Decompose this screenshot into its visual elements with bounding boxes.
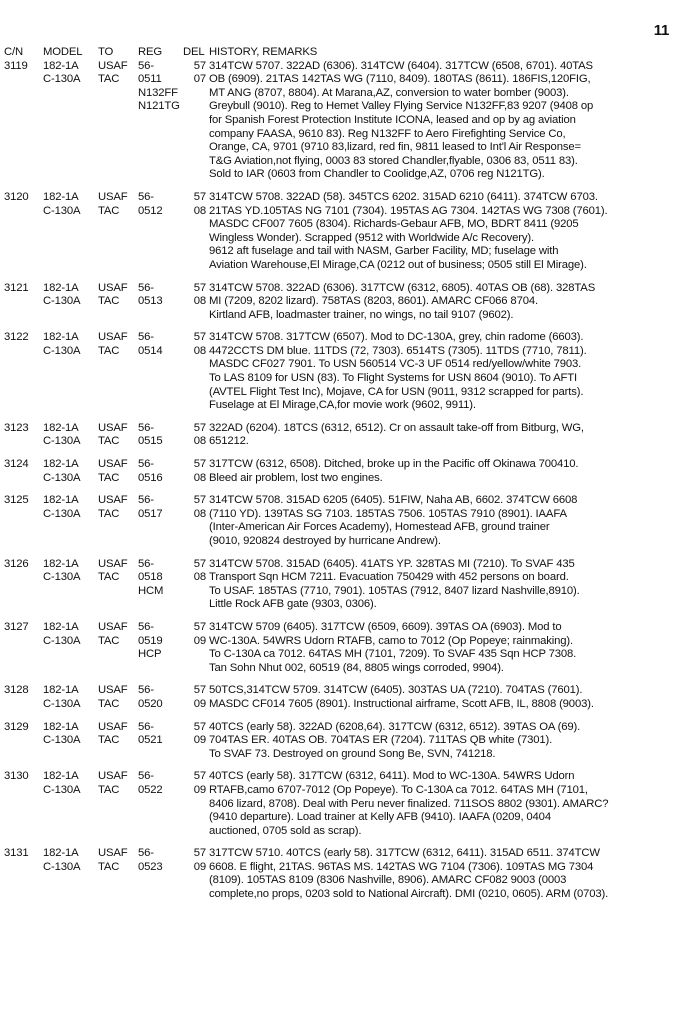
operator-cell	[98, 331, 138, 422]
model-cell-line: C-130A	[43, 435, 81, 448]
column-header-reg: REG	[138, 46, 163, 58]
registration-cell-line: 0515	[138, 435, 163, 448]
history-remarks-cell-line: 8406 lizard, 8708). Deal with Peru never finalized. 711SOS 8802 (9301). AMARC?	[209, 797, 609, 810]
table-row	[4, 770, 694, 847]
history-remarks-cell-line: To USAF. 185TAS (7710, 7901). 105TAS (7912, 8407 lizard Nashville,8910).	[209, 584, 580, 597]
history-remarks-cell-line: Orange, CA, 9701 (9710 83,lizard, red fin, 9811 leased to Int'l Air Response=	[209, 141, 581, 154]
model-cell	[43, 191, 98, 282]
delivery-date-cell	[183, 621, 209, 684]
operator-cell	[98, 458, 138, 494]
serial-number-cell-line: 3128	[4, 684, 29, 697]
operator-cell-line: TAC	[98, 860, 120, 873]
registration-cell-line: 0521	[138, 734, 163, 747]
column-header-model: MODEL	[43, 46, 83, 58]
serial-number-cell	[4, 721, 43, 771]
operator-cell-line: TAC	[98, 507, 120, 520]
operator-cell-line: USAF	[98, 557, 128, 570]
model-cell-line: 182-1A	[43, 281, 79, 294]
operator-cell-line: USAF	[98, 190, 128, 203]
serial-number-cell	[4, 770, 43, 847]
history-remarks-cell	[209, 721, 694, 771]
history-remarks-cell-line: 4472CCTS DM blue. 11TDS (72, 7303). 6514TS (7305). 11TDS (7710, 7811).	[209, 344, 587, 357]
table-row	[4, 191, 694, 282]
model-cell-line: C-130A	[43, 295, 81, 308]
table-row	[4, 721, 694, 771]
model-cell	[43, 684, 98, 720]
operator-cell	[98, 422, 138, 458]
history-remarks-cell-line: (9410 departure). Load trainer at Kelly AFB (9410). IAAFA (0209, 0404	[209, 811, 551, 824]
delivery-date-cell	[183, 684, 209, 720]
delivery-date-cell	[183, 770, 209, 847]
model-cell-line: 182-1A	[43, 190, 79, 203]
table-row	[4, 684, 694, 720]
registration-cell-line: N132FF	[138, 86, 178, 99]
history-remarks-cell-line: 314TCW 5708. 315AD 6205 (6405). 51FIW, Naha AB, 6602. 374TCW 6608	[209, 494, 578, 507]
operator-cell-line: USAF	[98, 458, 128, 471]
registration-cell-line: 0518	[138, 571, 163, 584]
serial-number-cell-line: 3127	[4, 620, 29, 633]
model-cell	[43, 770, 98, 847]
serial-number-cell	[4, 331, 43, 422]
serial-number-cell-line: 3131	[4, 847, 29, 860]
delivery-date-cell-line: 08	[193, 571, 206, 584]
model-cell-line: 182-1A	[43, 684, 79, 697]
serial-number-cell	[4, 458, 43, 494]
history-remarks-cell-line: To SVAF 73. Destroyed on ground Song Be, SVN, 741218.	[209, 747, 496, 760]
model-cell	[43, 458, 98, 494]
operator-cell	[98, 621, 138, 684]
model-cell-line: C-130A	[43, 571, 81, 584]
operator-cell-line: TAC	[98, 435, 120, 448]
operator-cell-line: TAC	[98, 295, 120, 308]
delivery-date-cell-line: 57	[193, 281, 206, 294]
delivery-date-cell-line: 07	[193, 73, 206, 86]
operator-cell-line: TAC	[98, 204, 120, 217]
serial-number-cell-line: 3121	[4, 281, 29, 294]
column-header-history: HISTORY, REMARKS	[209, 46, 318, 58]
history-remarks-cell-line: complete,no props, 0203 sold to National Aircraft). DMI (0210, 0605). ARM (0703).	[209, 888, 609, 901]
registration-cell-line: 56-	[138, 421, 154, 434]
registration-cell	[138, 191, 183, 282]
model-cell-line: C-130A	[43, 344, 81, 357]
model-cell-line: 182-1A	[43, 847, 79, 860]
registration-cell-line: 56-	[138, 59, 154, 72]
registration-cell-line: 56-	[138, 720, 154, 733]
registration-cell-line: 56-	[138, 190, 154, 203]
history-remarks-cell-line: OB (6909). 21TAS 142TAS WG (7110, 8409). 180TAS (8611). 186FIS,120FIG,	[209, 73, 591, 86]
delivery-date-cell	[183, 558, 209, 621]
delivery-date-cell	[183, 458, 209, 494]
history-remarks-cell-line: (AVTEL Flight Test Inc), Mojave, CA for USN (9011, 9312 scrapped for parts).	[209, 385, 584, 398]
serial-number-cell	[4, 494, 43, 557]
operator-cell-line: TAC	[98, 73, 120, 86]
history-remarks-cell-line: 704TAS ER. 40TAS OB. 704TAS ER (7204). 711TAS QB white (7301).	[209, 734, 553, 747]
delivery-date-cell-line: 57	[193, 720, 206, 733]
history-remarks-cell-line: 322AD (6204). 18TCS (6312, 6512). Cr on assault take-off from Bitburg, WG,	[209, 421, 584, 434]
history-remarks-cell-line: (8109). 105TAS 8109 (8306 Nashville, 8906). AMARC CF082 9003 (0003	[209, 874, 567, 887]
delivery-date-cell-line: 57	[193, 190, 206, 203]
operator-cell	[98, 721, 138, 771]
history-remarks-cell-line: Little Rock AFB gate (9303, 0306).	[209, 598, 377, 611]
delivery-date-cell-line: 57	[193, 620, 206, 633]
model-cell-line: 182-1A	[43, 720, 79, 733]
table-row	[4, 422, 694, 458]
serial-number-cell-line: 3123	[4, 421, 29, 434]
registration-cell	[138, 558, 183, 621]
registration-cell-line: 0513	[138, 295, 163, 308]
registration-cell-line: 56-	[138, 281, 154, 294]
delivery-date-cell-line: 08	[193, 295, 206, 308]
serial-number-cell	[4, 191, 43, 282]
history-remarks-cell-line: Kirtland AFB, loadmaster trainer, no wings, no tail 9107 (9602).	[209, 308, 514, 321]
delivery-date-cell-line: 57	[193, 684, 206, 697]
history-remarks-cell	[209, 458, 694, 494]
operator-cell	[98, 770, 138, 847]
operator-cell-line: USAF	[98, 59, 128, 72]
model-cell-line: 182-1A	[43, 557, 79, 570]
registration-cell	[138, 331, 183, 422]
operator-cell-line: TAC	[98, 571, 120, 584]
history-remarks-cell	[209, 847, 694, 910]
table-row	[4, 847, 694, 910]
operator-cell-line: TAC	[98, 734, 120, 747]
serial-number-cell-line: 3130	[4, 770, 29, 783]
history-remarks-cell-line: Sold to IAR (0603 from Chandler to Coolidge,AZ, 0706 reg N121TG).	[209, 168, 545, 181]
history-remarks-cell-line: RTAFB,camo 6707-7012 (Op Popeye). To C-130A ca 7012. 64TAS MH (7101,	[209, 783, 588, 796]
table-row	[4, 60, 694, 191]
serial-number-cell-line: 3129	[4, 720, 29, 733]
table-header-row	[4, 46, 694, 60]
serial-number-cell	[4, 621, 43, 684]
registration-cell-line: 56-	[138, 620, 154, 633]
model-cell	[43, 422, 98, 458]
serial-number-cell-line: 3122	[4, 331, 29, 344]
history-remarks-cell-line: MI (7209, 8202 lizard). 758TAS (8203, 8601). AMARC CF066 8704.	[209, 295, 538, 308]
serial-number-cell	[4, 558, 43, 621]
delivery-date-cell	[183, 191, 209, 282]
history-remarks-cell-line: 651212.	[209, 435, 249, 448]
operator-cell-line: USAF	[98, 331, 128, 344]
operator-cell-line: USAF	[98, 720, 128, 733]
aircraft-listing-table	[4, 46, 694, 911]
model-cell-line: 182-1A	[43, 59, 79, 72]
table-row	[4, 621, 694, 684]
history-remarks-cell-line: MASDC CF007 7605 (8304). Richards-Gebaur AFB, MO, BDRT 8411 (9205	[209, 218, 579, 231]
operator-cell-line: TAC	[98, 697, 120, 710]
operator-cell	[98, 60, 138, 191]
history-remarks-cell-line: company FAASA, 9610 83). Reg N132FF to Aero Firefighting Service Co,	[209, 127, 566, 140]
registration-cell-line: 56-	[138, 331, 154, 344]
delivery-date-cell-line: 57	[193, 59, 206, 72]
delivery-date-cell-line: 08	[193, 507, 206, 520]
column-header-del: DEL	[183, 46, 205, 58]
operator-cell-line: USAF	[98, 421, 128, 434]
operator-cell	[98, 494, 138, 557]
model-cell	[43, 847, 98, 910]
model-cell	[43, 60, 98, 191]
operator-cell	[98, 847, 138, 910]
delivery-date-cell-line: 57	[193, 847, 206, 860]
registration-cell-line: 56-	[138, 770, 154, 783]
table-header	[4, 46, 694, 60]
history-remarks-cell	[209, 770, 694, 847]
registration-cell	[138, 770, 183, 847]
serial-number-cell	[4, 422, 43, 458]
serial-number-cell-line: 3119	[4, 59, 28, 72]
history-remarks-cell-line: Fuselage at El Mirage,CA,for movie work (9602, 9911).	[209, 399, 476, 412]
history-remarks-cell-line: MASDC CF014 7605 (8901). Instructional airframe, Scott AFB, IL, 8808 (9003).	[209, 697, 594, 710]
history-remarks-cell-line: T&G Aviation,not flying, 0003 83 stored Chandler,flyable, 0306 83, 0511 83).	[209, 154, 578, 167]
registration-cell-line: N121TG	[138, 100, 180, 113]
model-cell-line: C-130A	[43, 783, 81, 796]
delivery-date-cell-line: 57	[193, 421, 206, 434]
registration-cell	[138, 684, 183, 720]
history-remarks-cell-line: (7110 YD). 139TAS SG 7103. 185TAS 7506. 105TAS 7910 (8901). IAAFA	[209, 507, 567, 520]
operator-cell-line: TAC	[98, 783, 120, 796]
operator-cell	[98, 191, 138, 282]
delivery-date-cell	[183, 331, 209, 422]
history-remarks-cell-line: auctioned, 0705 sold as scrap).	[209, 824, 362, 837]
history-remarks-cell-line: 6608. E flight, 21TAS. 96TAS MS. 142TAS WG 7104 (7306). 109TAS MG 7304	[209, 860, 594, 873]
delivery-date-cell-line: 08	[193, 344, 206, 357]
serial-number-cell	[4, 847, 43, 910]
table-row	[4, 494, 694, 557]
model-cell	[43, 558, 98, 621]
history-remarks-cell-line: To LAS 8109 for USN (83). To Flight Systems for USN 8604 (9010). To AFTI	[209, 372, 578, 385]
history-remarks-cell-line: To C-130A ca 7012. 64TAS MH (7101, 7209). To SVAF 435 Sqn HCP 7308.	[209, 648, 577, 661]
registration-cell-line: 0520	[138, 697, 163, 710]
history-remarks-cell-line: (Inter-American Air Forces Academy), Homestead AFB, ground trainer	[209, 521, 550, 534]
history-remarks-cell	[209, 621, 694, 684]
registration-cell-line: 0517	[138, 507, 163, 520]
model-cell	[43, 494, 98, 557]
registration-cell	[138, 621, 183, 684]
history-remarks-cell-line: (9010, 920824 destroyed by hurricane Andrew).	[209, 535, 441, 547]
history-remarks-cell-line: Greybull (9010). Reg to Hemet Valley Flying Service N132FF,83 9207 (9408 op	[209, 100, 594, 113]
registration-cell	[138, 60, 183, 191]
model-cell	[43, 282, 98, 332]
registration-cell-line: 0511	[138, 73, 162, 86]
history-remarks-cell-line: 40TCS (early 58). 317TCW (6312, 6411). Mod to WC-130A. 54WRS Udorn	[209, 770, 575, 783]
history-remarks-cell-line: Bleed air problem, lost two engines.	[209, 471, 383, 484]
delivery-date-cell-line: 57	[193, 557, 206, 570]
history-remarks-cell-line: 314TCW 5708. 317TCW (6507). Mod to DC-130A, grey, chin radome (6603).	[209, 331, 584, 344]
delivery-date-cell	[183, 494, 209, 557]
model-cell-line: 182-1A	[43, 421, 79, 434]
model-cell-line: 182-1A	[43, 331, 79, 344]
table-row	[4, 558, 694, 621]
registration-cell-line: HCM	[138, 584, 164, 597]
history-remarks-cell-line: 314TCW 5709 (6405). 317TCW (6509, 6609). 39TAS OA (6903). Mod to	[209, 620, 562, 633]
history-remarks-cell-line: Wingless Wonder). Scrapped (9512 with Worldwide A/c Recovery).	[209, 231, 534, 244]
history-remarks-cell	[209, 331, 694, 422]
delivery-date-cell	[183, 847, 209, 910]
model-cell-line: 182-1A	[43, 770, 79, 783]
serial-number-cell-line: 3120	[4, 190, 29, 203]
table-row	[4, 282, 694, 332]
model-cell-line: C-130A	[43, 697, 81, 710]
registration-cell	[138, 458, 183, 494]
registration-cell-line: 0522	[138, 783, 163, 796]
table-body	[4, 60, 694, 911]
delivery-date-cell	[183, 721, 209, 771]
model-cell-line: 182-1A	[43, 494, 79, 507]
operator-cell-line: USAF	[98, 494, 128, 507]
history-remarks-cell	[209, 684, 694, 720]
model-cell-line: 182-1A	[43, 458, 79, 471]
table-row	[4, 458, 694, 494]
delivery-date-cell-line: 57	[193, 494, 206, 507]
model-cell-line: C-130A	[43, 204, 81, 217]
delivery-date-cell-line: 09	[193, 860, 206, 873]
delivery-date-cell	[183, 282, 209, 332]
history-remarks-cell-line: 314TCW 5708. 322AD (58). 345TCS 6202. 315AD 6210 (6411). 374TCW 6703.	[209, 190, 598, 203]
history-remarks-cell-line: MASDC CF027 7901. To USN 560514 VC-3 UF 0514 red/yellow/white 7903.	[209, 358, 582, 371]
model-cell	[43, 621, 98, 684]
history-remarks-cell-line: 50TCS,314TCW 5709. 314TCW (6405). 303TAS UA (7210). 704TAS (7601).	[209, 684, 583, 697]
operator-cell	[98, 558, 138, 621]
model-cell-line: C-130A	[43, 734, 81, 747]
history-remarks-cell-line: 314TCW 5708. 322AD (6306). 317TCW (6312, 6805). 40TAS OB (68). 328TAS	[209, 281, 596, 294]
history-remarks-cell	[209, 282, 694, 332]
serial-number-cell-line: 3126	[4, 557, 29, 570]
operator-cell-line: USAF	[98, 770, 128, 783]
history-remarks-cell	[209, 494, 694, 557]
model-cell-line: 182-1A	[43, 620, 79, 633]
history-remarks-cell-line: for Spanish Forest Protection Institute ICONA, leased and op by ag aviation	[209, 113, 576, 126]
delivery-date-cell-line: 08	[193, 204, 206, 217]
registration-cell	[138, 282, 183, 332]
page-number: 11	[653, 22, 669, 39]
history-remarks-cell	[209, 191, 694, 282]
registration-cell	[138, 847, 183, 910]
serial-number-cell	[4, 282, 43, 332]
history-remarks-cell-line: Transport Sqn HCM 7211. Evacuation 750429 with 452 persons on board.	[209, 571, 569, 584]
operator-cell-line: USAF	[98, 684, 128, 697]
registration-cell-line: 0523	[138, 860, 163, 873]
history-remarks-cell-line: 317TCW 5710. 40TCS (early 58). 317TCW (6312, 6411). 315AD 6511. 374TCW	[209, 847, 600, 860]
delivery-date-cell-line: 57	[193, 331, 206, 344]
column-header-to: TO	[98, 46, 114, 58]
operator-cell-line: USAF	[98, 281, 128, 294]
delivery-date-cell-line: 57	[193, 770, 206, 783]
registration-cell	[138, 721, 183, 771]
registration-cell	[138, 422, 183, 458]
operator-cell	[98, 282, 138, 332]
history-remarks-cell-line: MT ANG (8707, 8804). At Marana,AZ, conversion to water bomber (9003).	[209, 86, 569, 99]
model-cell-line: C-130A	[43, 634, 81, 647]
delivery-date-cell-line: 09	[193, 697, 206, 710]
history-remarks-cell	[209, 558, 694, 621]
history-remarks-cell-line: 40TCS (early 58). 322AD (6208,64). 317TCW (6312, 6512). 39TAS OA (69).	[209, 720, 581, 733]
history-remarks-cell-line: 314TCW 5708. 315AD (6405). 41ATS YP. 328TAS MI (7210). To SVAF 435	[209, 557, 575, 570]
delivery-date-cell-line: 09	[193, 734, 206, 747]
serial-number-cell-line: 3124	[4, 458, 29, 471]
operator-cell-line: USAF	[98, 620, 128, 633]
operator-cell-line: TAC	[98, 634, 120, 647]
delivery-date-cell-line: 08	[193, 471, 206, 484]
serial-number-cell	[4, 684, 43, 720]
history-remarks-cell-line: 314TCW 5707. 322AD (6306). 314TCW (6404). 317TCW (6508, 6701). 40TAS	[209, 59, 593, 72]
history-remarks-cell-line: Tan Sohn Nhut 002, 60519 (84, 8805 wings corroded, 9904).	[209, 661, 504, 674]
registration-cell-line: 56-	[138, 557, 154, 570]
registration-cell-line: 0514	[138, 344, 163, 357]
column-header-cn: C/N	[4, 46, 24, 58]
serial-number-cell	[4, 60, 43, 191]
delivery-date-cell	[183, 60, 209, 191]
operator-cell	[98, 684, 138, 720]
delivery-date-cell-line: 09	[193, 783, 206, 796]
operator-cell-line: USAF	[98, 847, 128, 860]
model-cell	[43, 331, 98, 422]
registration-cell-line: 0512	[138, 204, 163, 217]
registration-cell-line: 56-	[138, 494, 154, 507]
operator-cell-line: TAC	[98, 344, 120, 357]
registration-cell	[138, 494, 183, 557]
delivery-date-cell	[183, 422, 209, 458]
registration-cell-line: HCP	[138, 648, 162, 661]
delivery-date-cell-line: 09	[193, 634, 206, 647]
history-remarks-cell-line: 317TCW (6312, 6508). Ditched, broke up in the Pacific off Okinawa 700410.	[209, 458, 579, 471]
model-cell	[43, 721, 98, 771]
model-cell-line: C-130A	[43, 860, 81, 873]
registration-cell-line: 0519	[138, 634, 163, 647]
registration-cell-line: 0516	[138, 471, 163, 484]
delivery-date-cell-line: 57	[193, 458, 206, 471]
history-remarks-cell	[209, 422, 694, 458]
delivery-date-cell-line: 08	[193, 435, 206, 448]
model-cell-line: C-130A	[43, 507, 81, 520]
table-row	[4, 331, 694, 422]
history-remarks-cell-line: WC-130A. 54WRS Udorn RTAFB, camo to 7012 (Op Popeye; rainmaking).	[209, 634, 574, 647]
history-remarks-cell-line: 21TAS YD.105TAS NG 7101 (7304). 195TAS AG 7304. 142TAS WG 7308 (7601).	[209, 204, 608, 217]
history-remarks-cell-line: Aviation Warehouse,El Mirage,CA (0212 out of business; 0505 still El Mirage).	[209, 258, 587, 271]
registration-cell-line: 56-	[138, 847, 154, 860]
history-remarks-cell-line: 9612 aft fuselage and tail with NASM, Garber Facility, MD; fuselage with	[209, 245, 559, 258]
operator-cell-line: TAC	[98, 471, 120, 484]
model-cell-line: C-130A	[43, 471, 81, 484]
registration-cell-line: 56-	[138, 458, 154, 471]
model-cell-line: C-130A	[43, 73, 81, 86]
serial-number-cell-line: 3125	[4, 494, 29, 507]
history-remarks-cell	[209, 60, 694, 191]
registration-cell-line: 56-	[138, 684, 154, 697]
